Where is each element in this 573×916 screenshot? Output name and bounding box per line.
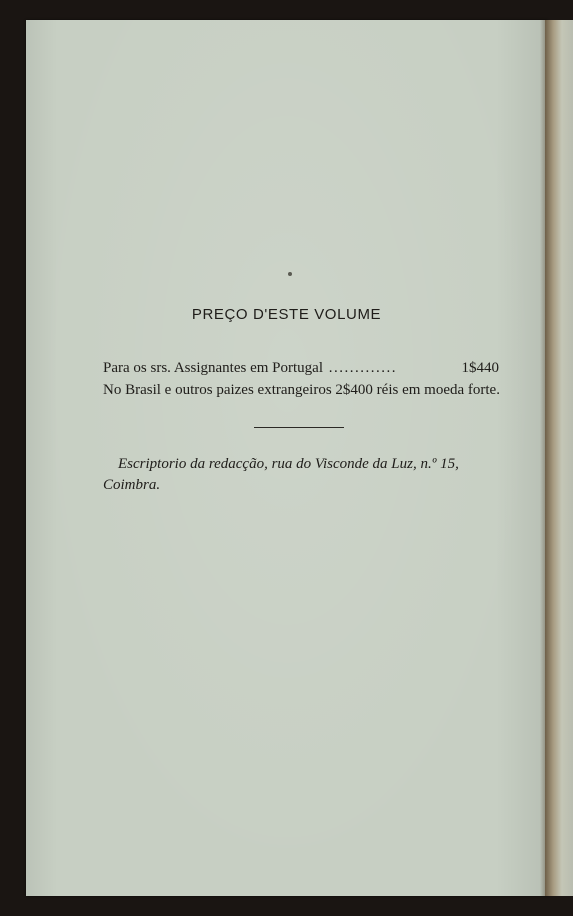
horizontal-rule	[254, 427, 344, 428]
page-title: PREÇO D'ESTE VOLUME	[191, 306, 382, 323]
price-label-portugal: Para os srs. Assignantes em Portugal	[103, 360, 323, 376]
address-line-2: Coimbra.	[103, 477, 161, 493]
price-amount-portugal: 1$440	[461, 360, 499, 376]
ink-speck	[288, 272, 292, 276]
adjacent-page-edge	[545, 20, 573, 896]
dot-leader: .............	[328, 360, 397, 376]
price-line-brasil: No Brasil e outros paizes extrangeiros 2$400 réis em moeda forte.	[103, 382, 500, 398]
price-line-portugal	[103, 360, 499, 377]
address-line-1: Escriptorio da redacção, rua do Visconde da Luz, n.º 15,	[118, 456, 459, 472]
